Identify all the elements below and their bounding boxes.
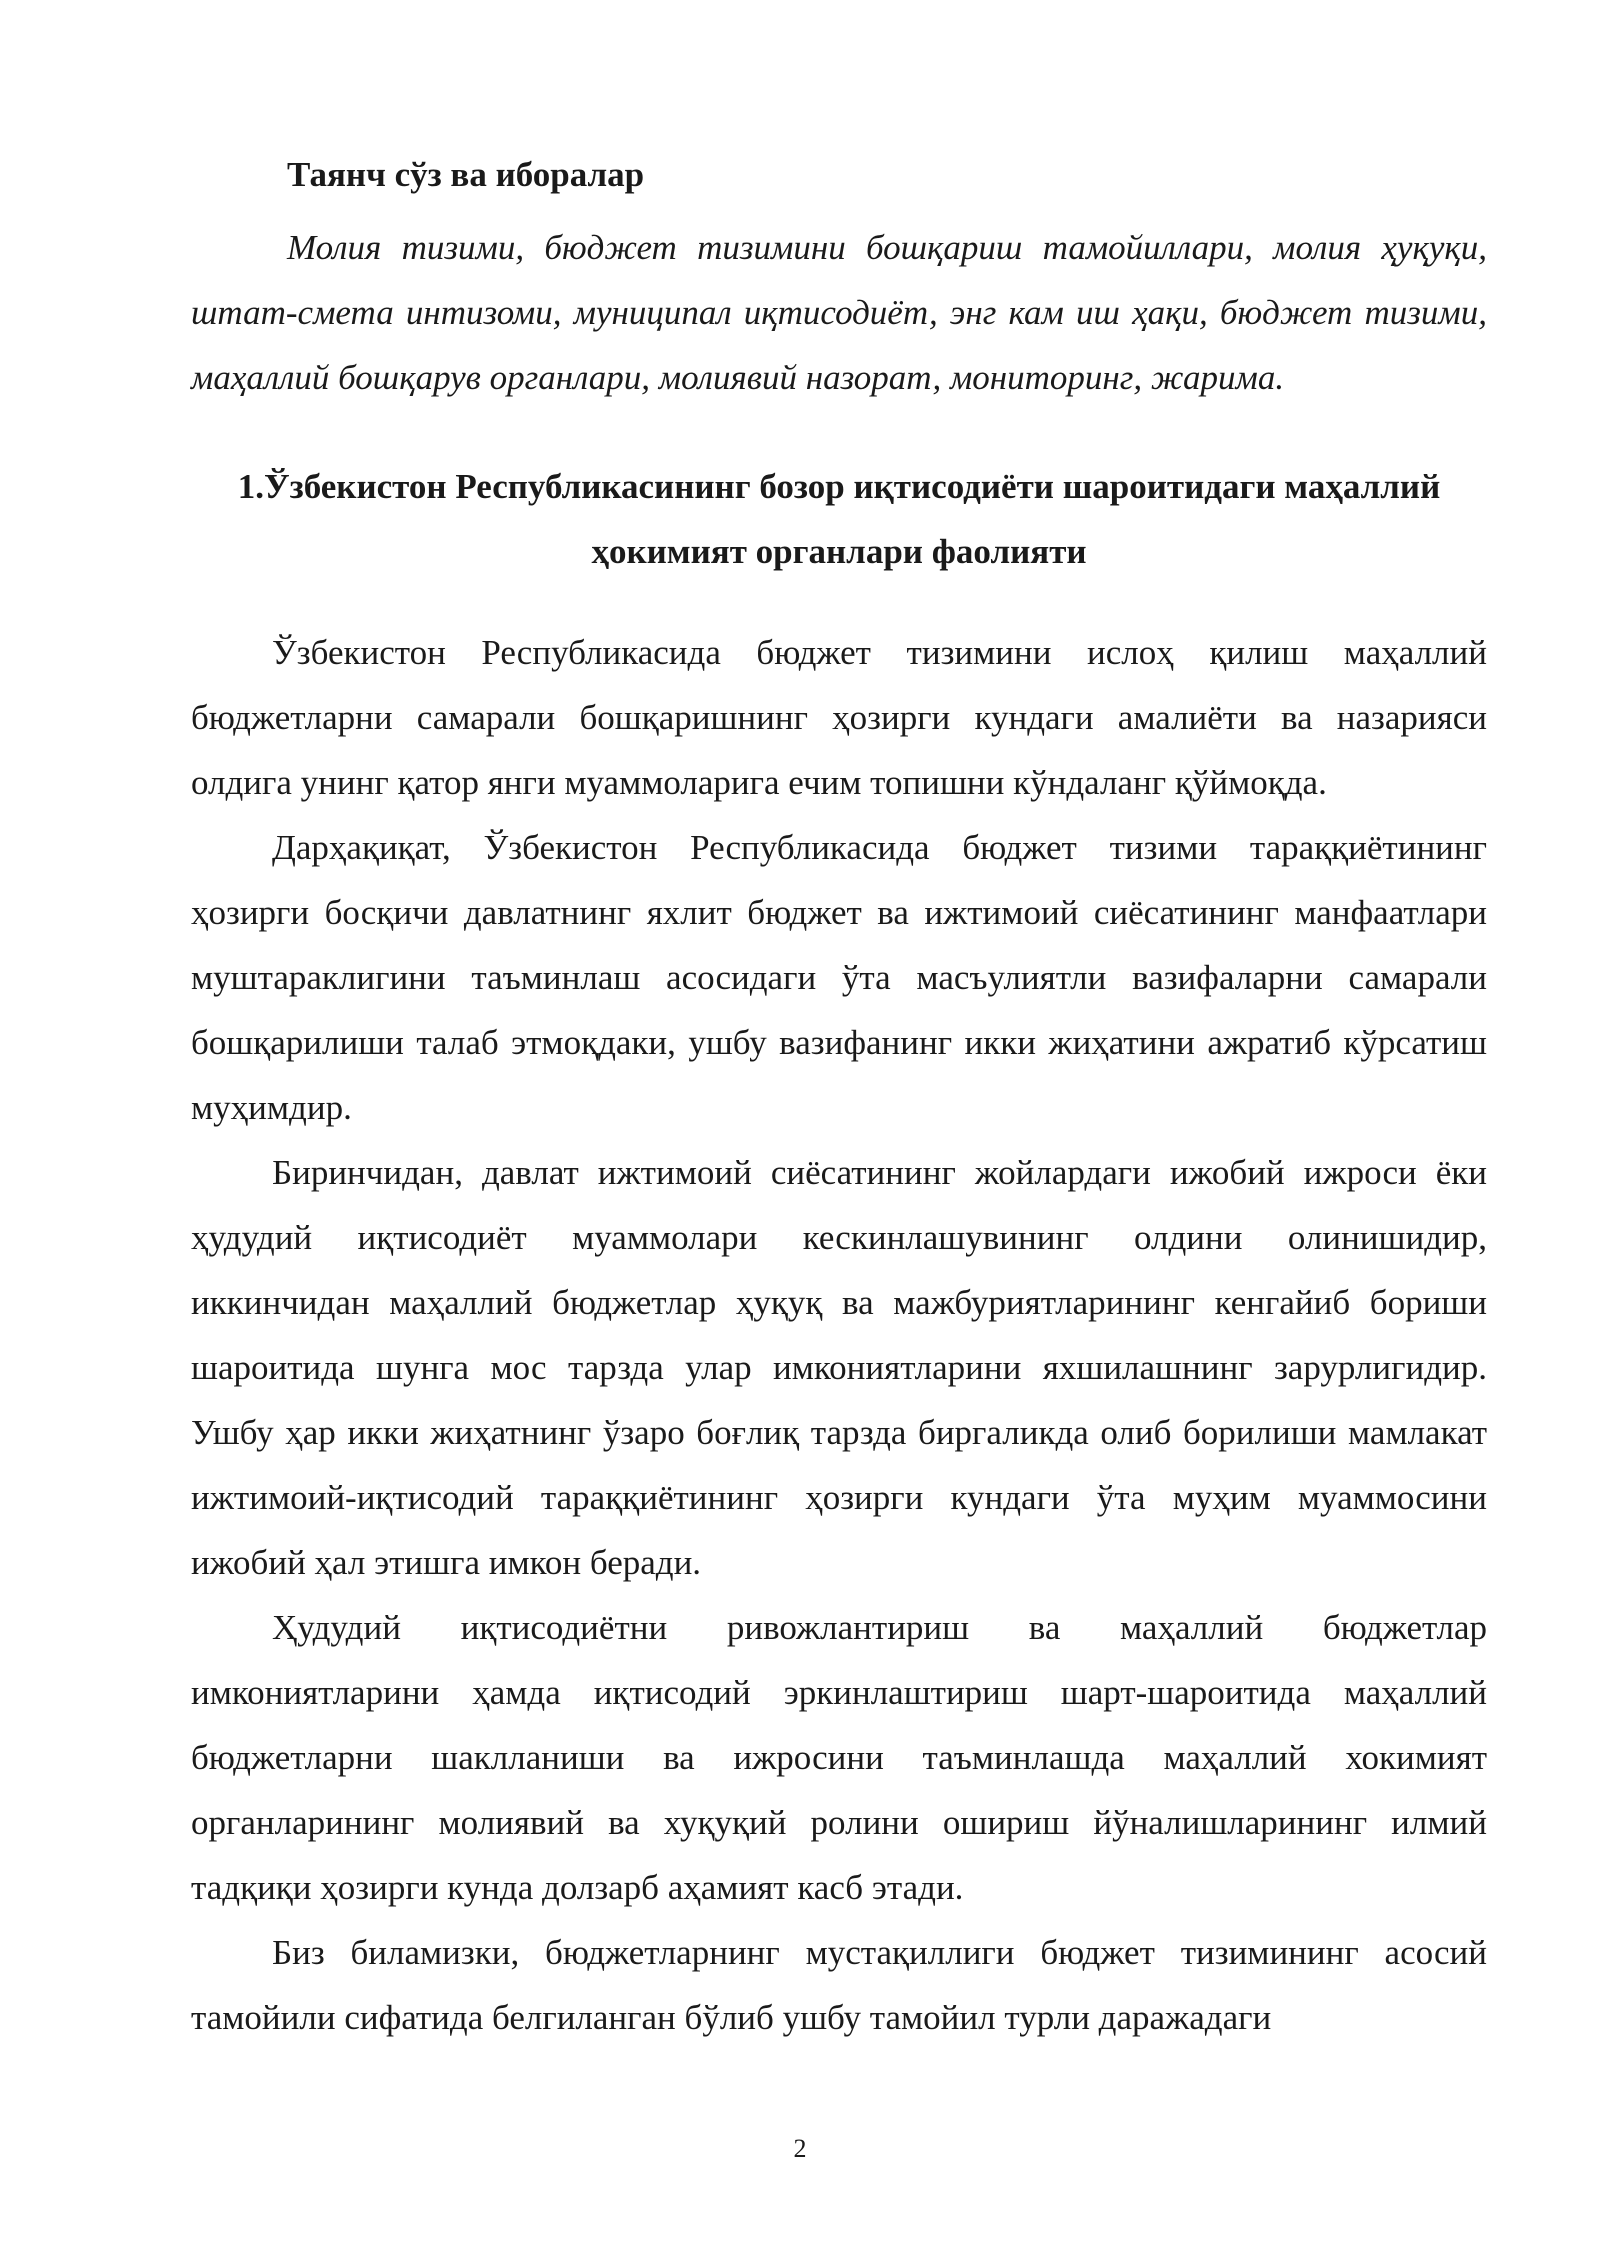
body-text	[191, 620, 1487, 2050]
paragraph-2: Дарҳақиқат, Ўзбекистон Республикасида бюджет тизими тараққиётининг ҳозирги босқичи давлатнинг яхлит бюджет ва ижтимоий сиёсатининг манфаатлари муштараклигини таъминлаш асосидаги ўта масъулиятли вазифаларни самарали бошқарилиши талаб этмоқдаки, ушбу вазифанинг икки жиҳатини ажратиб кўрсатиш муҳимдир.	[191, 828, 1487, 1127]
keywords-title: Таянч сўз ва иборалар	[287, 155, 645, 194]
keywords-text: Молия тизими, бюджет тизимини бошқариш тамойиллари, молия ҳуқуқи, штат-смета интизоми, муниципал иқтисодиёт, энг кам иш ҳақи, бюджет тизими, маҳаллий бошқарув органлари, молиявий назорат, мониторинг, жарима.	[191, 228, 1487, 397]
page-number: 2	[793, 2134, 807, 2163]
paragraph-5: Биз биламизки, бюджетларнинг мустақиллиги бюджет тизимининг асосий тамойили сифатида белгиланган бўлиб ушбу тамойил турли даражадаги	[191, 1933, 1487, 2037]
paragraph-4: Ҳудудий иқтисодиётни ривожлантириш ва маҳаллий бюджетлар имкониятларини ҳамда иқтисодий эркинлаштириш шарт-шароитида маҳаллий бюджетларни шаклланиши ва ижросини таъминлашда маҳаллий хокимият органларининг молиявий ва хуқуқий ролини ошириш йўналишларининг илмий тадқиқи ҳозирги кунда долзарб аҳамият касб этади.	[191, 1608, 1487, 1907]
paragraph-3: Биринчидан, давлат ижтимоий сиёсатининг жойлардаги ижобий ижроси ёки ҳудудий иқтисодиёт муаммолари кескинлашувининг олдини олинишидир, иккинчидан маҳаллий бюджетлар ҳуқуқ ва мажбуриятларининг кенгайиб бориши шароитида шунга мос тарзда улар имкониятларини яхшилашнинг зарурлигидир. Ушбу ҳар икки жиҳатнинг ўзаро боғлиқ тарзда биргаликда олиб борилиши мамлакат ижтимоий-иқтисодий тараққиётининг ҳозирги кундаги ўта муҳим муаммосини ижобий ҳал этишга имкон беради.	[191, 1153, 1487, 1582]
section-title: 1.Ўзбекистон Республикасининг бозор иқтисодиёти шароитидаги маҳаллий ҳокимият органлари фаолияти	[237, 467, 1441, 571]
paragraph-1: Ўзбекистон Республикасида бюджет тизимини ислоҳ қилиш маҳаллий бюджетларни самарали бошқаришнинг ҳозирги кундаги амалиёти ва назарияси олдига унинг қатор янги муаммоларига ечим топишни кўндаланг қўймоқда.	[191, 633, 1487, 802]
document-page	[191, 150, 1487, 2050]
